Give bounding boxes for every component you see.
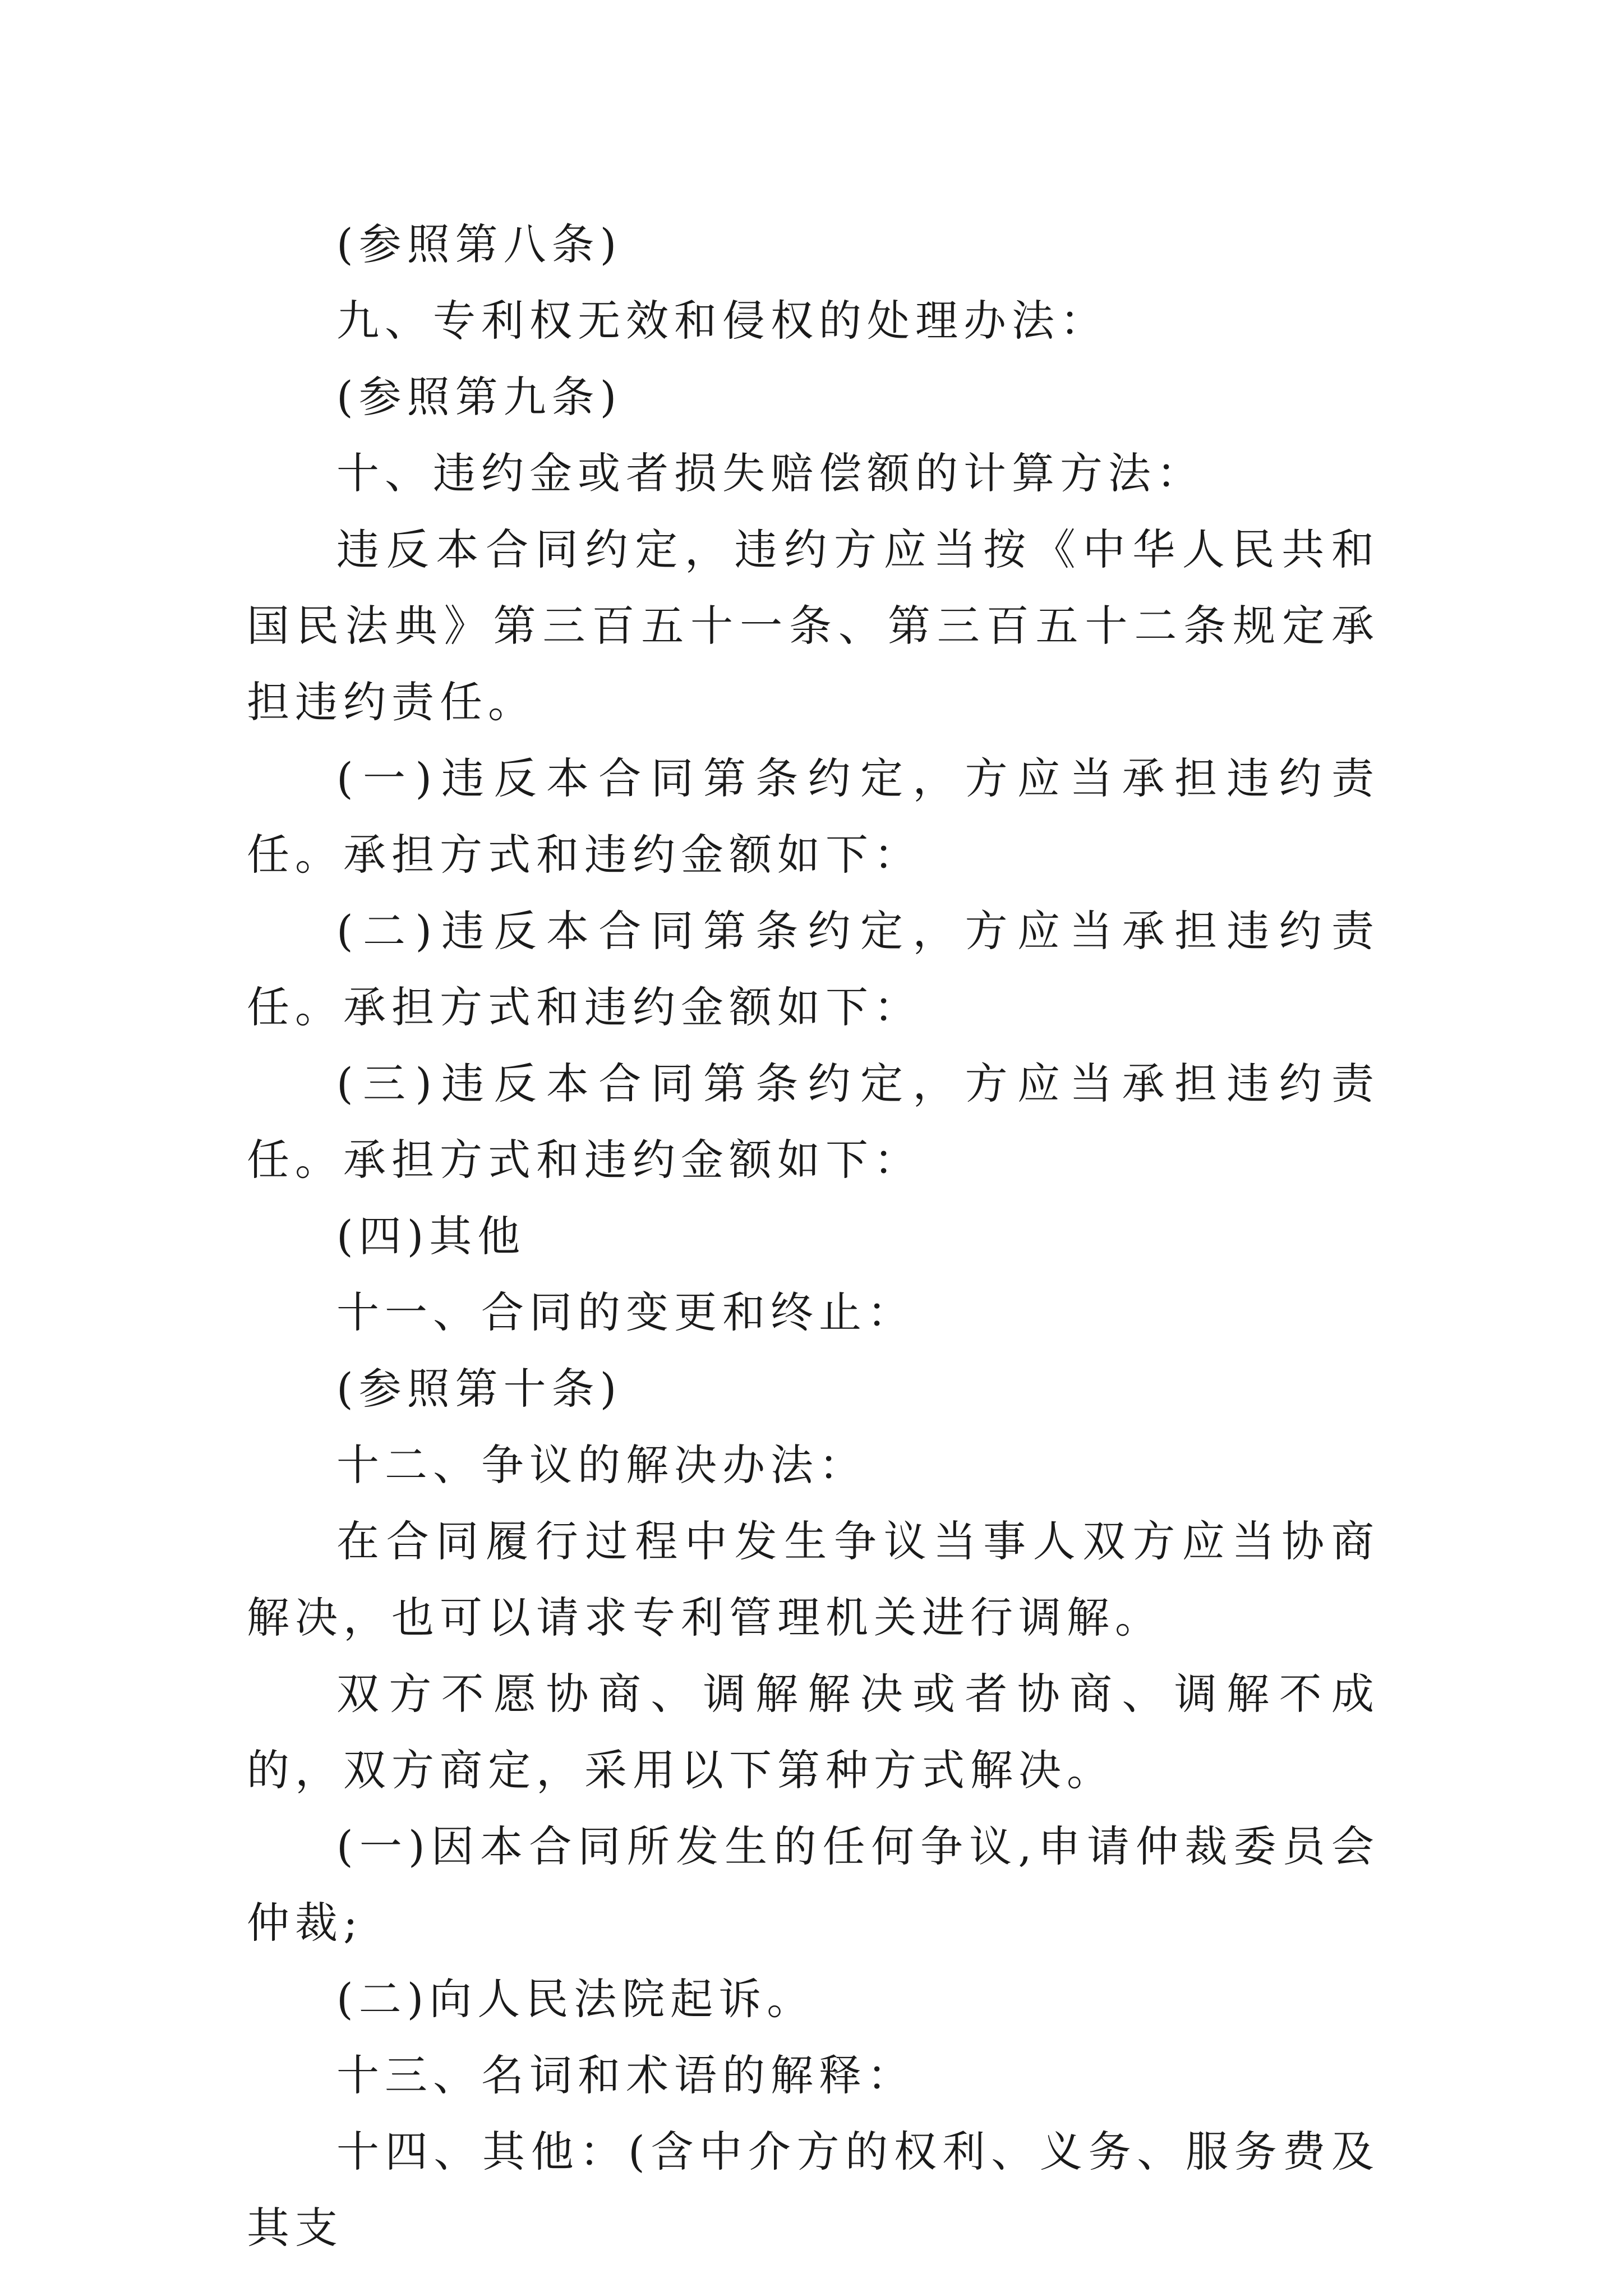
paragraph-breach-item-2: (二)违反本合同第条约定，方应当承担违约责任。承担方式和违约金额如下： [247,906,1380,1032]
paragraph-dispute-negotiation: 在合同履行过程中发生争议当事人双方应当协商解决，也可以请求专利管理机关进行调解。 [247,1516,1380,1642]
heading-section-10: 十、违约金或者损失赔偿额的计算方法： [336,448,1205,498]
paragraph-breach-item-3: (三)违反本合同第条约定，方应当承担违约责任。承担方式和违约金额如下： [247,1059,1380,1185]
paragraph-dispute-method: 双方不愿协商、调解解决或者协商、调解不成的，双方商定，采用以下第种方式解决。 [247,1669,1380,1795]
paragraph-ref-article-8: (参照第八条) [336,219,623,269]
paragraph-breach-item-4: (四)其他 [336,1211,526,1261]
paragraph-dispute-court: (二)向人民法院起诉。 [336,1974,815,2024]
heading-section-13: 十三、名词和术语的解释： [336,2050,915,2100]
paragraph-dispute-arbitration: (一)因本合同所发生的任何争议,申请仲裁委员会仲裁; [247,1821,1380,1948]
heading-section-14: 十四、其他：(含中介方的权利、义务、服务费及其支 [247,2127,1380,2253]
document-body [247,206,1380,2266]
paragraph-ref-article-9: (参照第九条) [336,372,623,422]
heading-section-9: 九、专利权无效和侵权的处理办法： [336,296,1108,346]
heading-section-11: 十一、合同的变更和终止： [336,1287,915,1337]
paragraph-breach-item-1: (一)违反本合同第条约定，方应当承担违约责任。承担方式和违约金额如下： [247,753,1380,880]
paragraph-breach-liability: 违反本合同约定，违约方应当按《中华人民共和国民法典》第三百五十一条、第三百五十二条规定承担违约责任。 [247,524,1380,727]
heading-section-12: 十二、争议的解决办法： [336,1440,867,1490]
paragraph-ref-article-10: (参照第十条) [336,1364,623,1414]
